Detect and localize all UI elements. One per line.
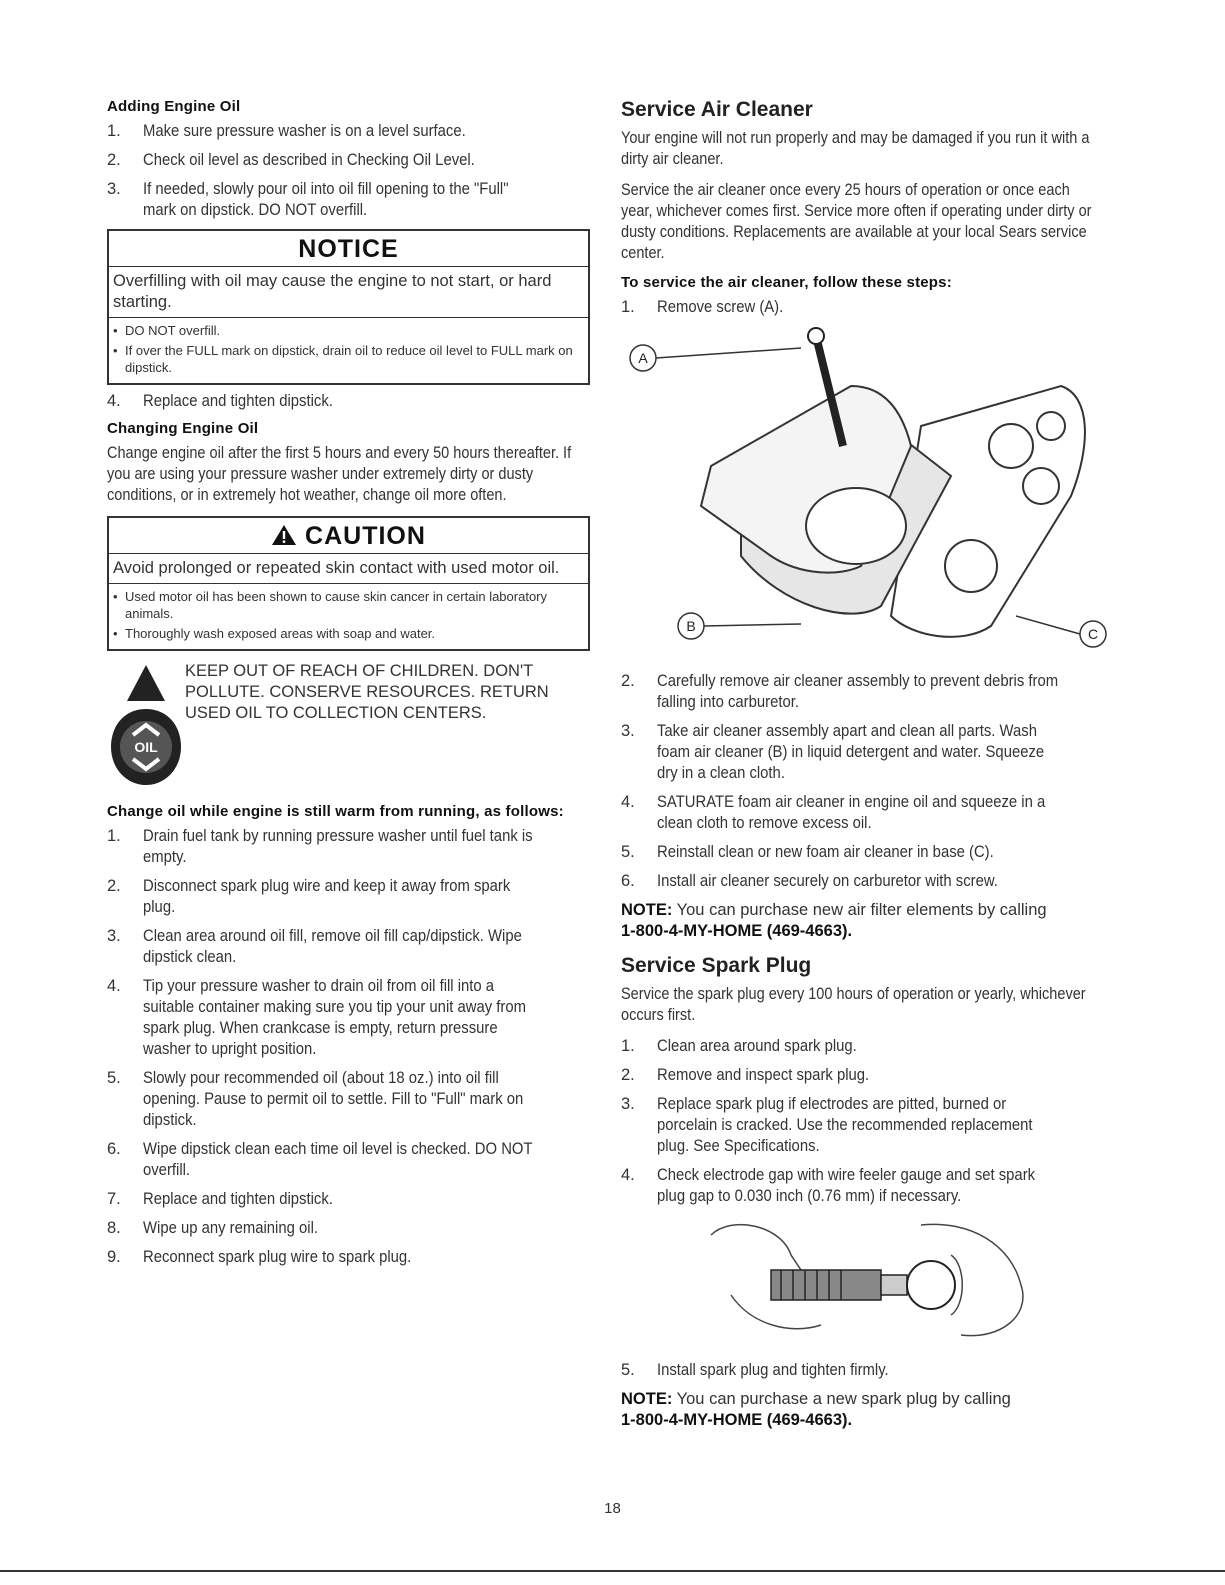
adding-oil-steps (107, 121, 590, 221)
page-number: 18 (604, 1500, 621, 1517)
list-item: 4. Replace and tighten dipstick. (107, 392, 333, 410)
recycle-notice (107, 661, 590, 789)
recycle-oil-logo-icon (107, 661, 185, 789)
caution-bullets (109, 584, 588, 649)
list-item: 7. Replace and tighten dipstick. (107, 1190, 333, 1208)
adding-oil-step-4 (107, 391, 590, 412)
label-a: A (638, 350, 648, 366)
list-item: 5. Install spark plug and tighten firmly. (621, 1361, 889, 1379)
list-item: 5. Reinstall clean or new foam air cleaner in base (C). (621, 843, 994, 861)
spark-plug-gap-diagram (621, 1215, 1107, 1350)
list-item: 9. Reconnect spark plug wire to spark plug. (107, 1248, 412, 1266)
list-item: 5. Slowly pour recommended oil (about 18 oz.) into oil fill opening. Pause to permit oil to settle. Fill to "Full" mark on dipstick. (107, 1069, 524, 1129)
list-item: 2. Carefully remove air cleaner assembly to prevent debris from falling into carburetor. (621, 672, 1059, 711)
caution-bullet: • Thoroughly wash exposed areas with soap and water. (113, 625, 584, 642)
list-item: 3. Replace spark plug if electrodes are pitted, burned or porcelain is cracked. Use the recommended replacement plug. See Specifications. (621, 1095, 1033, 1155)
air-filter-note: NOTE: You can purchase new air filter elements by calling 1-800-4-MY-HOME (469-4663). (621, 901, 1047, 940)
spark-plug-note: NOTE: You can purchase a new spark plug by calling 1-800-4-MY-HOME (469-4663). (621, 1390, 1011, 1429)
list-item: 3. If needed, slowly pour oil into oil fill opening to the "Full" mark on dipstick. DO NOT overfill. (107, 180, 509, 219)
caution-title-row (109, 518, 588, 554)
label-b: B (686, 618, 696, 634)
caution-bullet: • Used motor oil has been shown to cause skin cancer in certain laboratory animals. (113, 588, 584, 622)
list-item: 4. Check electrode gap with wire feeler gauge and set spark plug gap to 0.030 inch (0.76 mm) if necessary. (621, 1166, 1036, 1205)
notice-bullet: • If over the FULL mark on dipstick, drain oil to reduce oil level to FULL mark on dipstick. (113, 342, 584, 376)
list-item: 3. Take air cleaner assembly apart and clean all parts. Wash foam air cleaner (B) in liquid detergent and water. Squeeze dry in a clean cloth. (621, 722, 1045, 782)
left-column (107, 98, 590, 1276)
change-oil-steps (107, 826, 590, 1268)
air-cleaner-steps (621, 671, 1107, 892)
list-item: 3. Clean area around oil fill, remove oil fill cap/dipstick. Wipe dipstick clean. (107, 927, 522, 966)
list-item: 2. Check oil level as described in Checking Oil Level. (107, 151, 475, 169)
spark-plug-steps (621, 1036, 1107, 1207)
spark-plug-intro: Service the spark plug every 100 hours of operation or yearly, whichever occurs first. (621, 985, 1086, 1024)
air-cleaner-schedule: Service the air cleaner once every 25 hours of operation or once each year, whichever comes first. Service more often if operating under dirty or dusty conditions. Replacements are available at your local Sears service center. (621, 181, 1092, 262)
list-item: 6. Wipe dipstick clean each time oil level is checked. DO NOT overfill. (107, 1140, 533, 1179)
list-item: 6. Install air cleaner securely on carburetor with screw. (621, 872, 998, 890)
phone-number: 1-800-4-MY-HOME (469-4663). (621, 922, 853, 940)
air-cleaner-diagram (621, 326, 1107, 661)
changing-oil-body: Change engine oil after the first 5 hours and every 50 hours thereafter. If you are using your pressure washer under extremely dirty or dusty conditions, or in extremely hot weather, change oil more often. (107, 444, 572, 504)
right-column (621, 98, 1107, 1443)
caution-lead: Avoid prolonged or repeated skin contact with used motor oil. (109, 554, 588, 584)
list-item: 2. Remove and inspect spark plug. (621, 1066, 870, 1084)
air-cleaner-steps-heading: To service the air cleaner, follow these steps: (621, 274, 952, 291)
notice-box (107, 229, 590, 385)
list-item: 1. Drain fuel tank by running pressure washer until fuel tank is empty. (107, 827, 533, 866)
changing-oil-heading: Changing Engine Oil (107, 420, 259, 437)
caution-box (107, 516, 590, 651)
list-item: 2. Disconnect spark plug wire and keep it away from spark plug. (107, 877, 511, 916)
list-item: 1. Clean area around spark plug. (621, 1037, 857, 1055)
service-spark-plug-heading: Service Spark Plug (621, 954, 812, 977)
recycle-text: KEEP OUT OF REACH OF CHILDREN. DON'T POLLUTE. CONSERVE RESOURCES. RETURN USED OIL TO COLLECTION CENTERS. (185, 662, 549, 722)
list-item: 4. Tip your pressure washer to drain oil from oil fill into a suitable container making sure you tip your unit away from spark plug. When crankcase is empty, return pressure washer to upright position. (107, 977, 526, 1058)
adding-oil-heading: Adding Engine Oil (107, 98, 241, 115)
service-air-cleaner-heading: Service Air Cleaner (621, 98, 813, 121)
notice-bullet: • DO NOT overfill. (113, 322, 584, 339)
spark-plug-step-5 (621, 1360, 1107, 1381)
list-item: 4. SATURATE foam air cleaner in engine oil and squeeze in a clean cloth to remove excess oil. (621, 793, 1046, 832)
change-oil-steps-heading: Change oil while engine is still warm from running, as follows: (107, 803, 564, 820)
air-cleaner-intro: Your engine will not run properly and may be damaged if you run it with a dirty air cleaner. (621, 129, 1090, 168)
caution-title: CAUTION (305, 522, 426, 550)
notice-bullets (109, 318, 588, 383)
list-item: 1. Make sure pressure washer is on a level surface. (107, 122, 466, 140)
air-cleaner-step-1 (621, 297, 1107, 318)
bottom-rule (0, 1570, 1225, 1572)
svg-text:OIL: OIL (134, 739, 158, 755)
warning-triangle-icon (271, 524, 297, 546)
list-item: 8. Wipe up any remaining oil. (107, 1219, 318, 1237)
notice-title: NOTICE (109, 231, 588, 267)
phone-number: 1-800-4-MY-HOME (469-4663). (621, 1411, 853, 1429)
notice-lead: Overfilling with oil may cause the engine to not start, or hard starting. (109, 267, 588, 318)
label-c: C (1087, 626, 1099, 642)
list-item: 1. Remove screw (A). (621, 298, 784, 316)
